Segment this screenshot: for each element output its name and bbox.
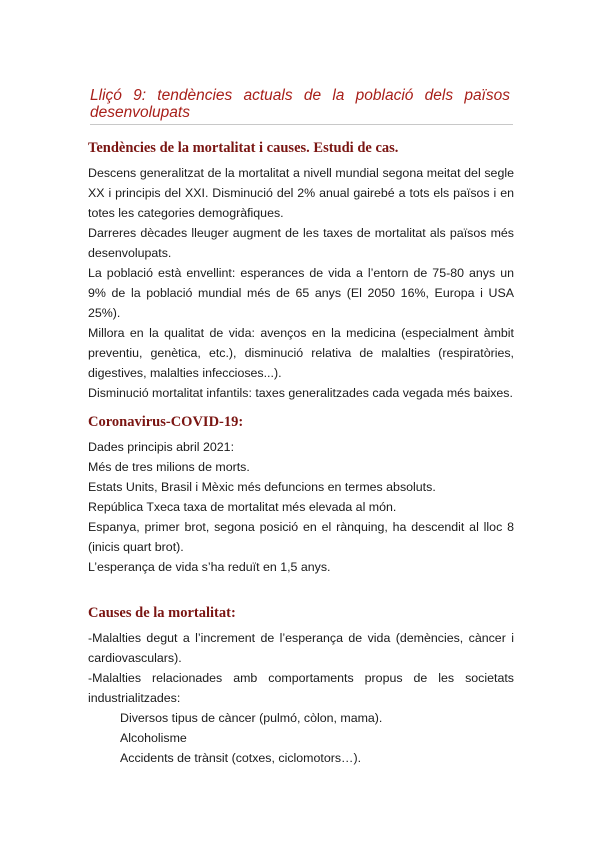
- paragraph: Descens generalitzat de la mortalitat a nivell mundial segona meitat del segle XX i principis del XXI. Disminució del 2% anual gairebé a tots els països i en totes les categories demogràfiques.: [88, 166, 514, 220]
- section-covid19: [88, 413, 514, 577]
- section-mortality-causes: [88, 604, 514, 768]
- paragraph: Espanya, primer brot, segona posició en el rànquing, ha descendit al lloc 8 (inicis quart brot).: [88, 520, 514, 554]
- paragraph: Millora en la qualitat de vida: avenços en la medicina (especialment àmbit preventiu, genètica, etc.), disminució relativa de malalties (respiratòries, digestives, malalties infeccioses...).: [88, 326, 514, 380]
- paragraph: Més de tres milions de morts.: [88, 460, 250, 474]
- paragraph: Disminució mortalitat infantils: taxes generalitzades cada vegada més baixes.: [88, 386, 513, 400]
- title-divider: [90, 124, 513, 125]
- section-mortality-trends: [88, 139, 514, 403]
- paragraph: L’esperança de vida s’ha reduït en 1,5 anys.: [88, 560, 331, 574]
- list-item: Alcoholisme: [120, 731, 187, 745]
- paragraph: Darreres dècades lleuger augment de les taxes de mortalitat als països més desenvolupats.: [88, 226, 514, 260]
- section-heading: Coronavirus-COVID-19:: [88, 414, 244, 430]
- paragraph: -Malalties degut a l’increment de l’esperança de vida (demències, càncer i cardiovasculars).: [88, 631, 514, 665]
- paragraph: Estats Units, Brasil i Mèxic més defuncions en termes absoluts.: [88, 480, 436, 494]
- paragraph: República Txeca taxa de mortalitat més elevada al món.: [88, 500, 397, 514]
- lesson-title: Lliçó 9: tendències actuals de la població dels països desenvolupats: [90, 87, 510, 121]
- section-heading: Causes de la mortalitat:: [88, 605, 236, 621]
- list-item: Accidents de trànsit (cotxes, ciclomotors…).: [120, 751, 362, 765]
- paragraph: Dades principis abril 2021:: [88, 440, 235, 454]
- paragraph: La població està envellint: esperances de vida a l’entorn de 75-80 anys un 9% de la població mundial més de 65 anys (El 2050 16%, Europa i USA 25%).: [88, 266, 514, 320]
- section-heading: Tendències de la mortalitat i causes. Estudi de cas.: [88, 140, 399, 156]
- list-item: Diversos tipus de càncer (pulmó, còlon, mama).: [120, 711, 383, 725]
- paragraph: -Malalties relacionades amb comportaments propus de les societats industrialitzades:: [88, 671, 514, 705]
